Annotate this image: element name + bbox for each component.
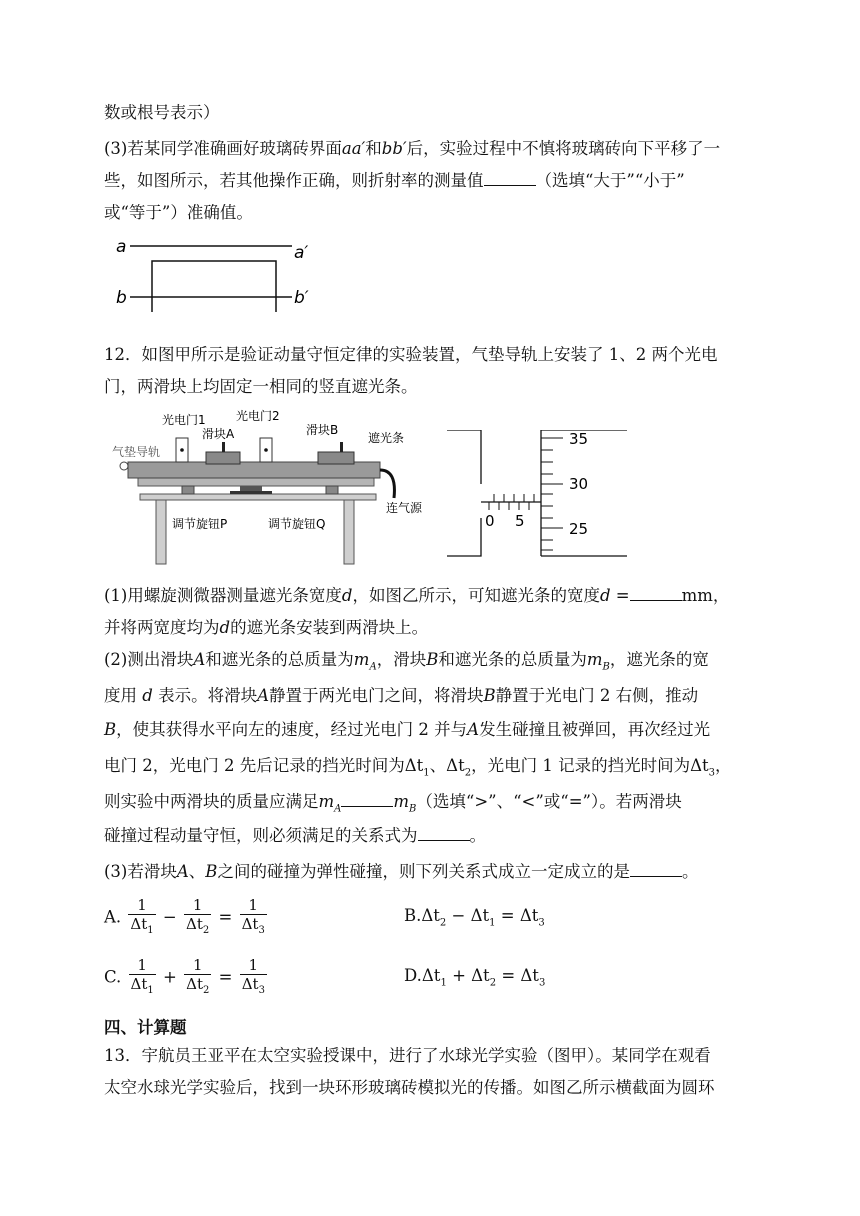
q12-part2-line1: (2)测出滑块A和遮光条的总质量为$m_A$，滑块B和遮光条的总质量为$m_B$，遮光条的宽 [104,650,709,673]
option-d[interactable]: $D.\Delta t_1 + \Delta t_2 = \Delta t_3$ [404,966,546,989]
label-knobQ: 调节旋钮Q [268,517,326,531]
q13-line1: 13．宇航员王亚平在太空实验授课中，进行了水球光学实验（图甲）。某同学在观看 [104,1046,711,1065]
q12-part2-line3: B，使其获得水平向左的速度，经过光电门 2 并与A发生碰撞且被弹回，再次经过光 [104,720,711,739]
sleeve-label-5: 5 [515,512,525,530]
q11-continuation: 数或根号表示） [104,103,220,122]
thimble-label-30: 30 [569,475,589,493]
label-air-source: 连气源 [386,501,423,515]
label-strip: 遮光条 [368,431,405,445]
label-knobP: 调节旋钮P [172,517,228,531]
label-b: b [116,288,127,308]
q12-part2-line4: 电门 2，光电门 2 先后记录的挡光时间为$\Delta t_1$、$\Delta t_2$，光电门 1 记录的挡光时间为$\Delta t_3$， [104,756,732,779]
q12-intro-line1: 12．如图甲所示是验证动量守恒定律的实验装置，气垫导轨上安装了 1、2 两个光电 [104,345,718,364]
answer-blank[interactable] [630,586,682,601]
thimble-label-25: 25 [569,520,589,538]
option-c[interactable]: C. $\frac{1}{\Delta t_1}$ + $\frac{1}{\Delta t_2}$ = $\frac{1}{\Delta t_3}$ [104,956,269,1000]
micrometer-figure [445,430,630,560]
option-b[interactable]: $B.\Delta t_2 - \Delta t_1 = \Delta t_3$ [404,906,545,929]
q12-part1-line2: 并将两宽度均为d的遮光条安装到两滑块上。 [104,618,429,637]
section-heading: 四、计算题 [104,1018,187,1037]
q12-part1-line1: (1)用螺旋测微器测量遮光条宽度d，如图乙所示，可知遮光条的宽度d = mm， [104,586,730,605]
label-sliderA: 滑块A [202,427,235,441]
sleeve-label-0: 0 [485,512,495,530]
answer-blank[interactable] [418,826,470,841]
q12-part2-line2: 度用 d 表示。将滑块A静置于两光电门之间，将滑块B静置于光电门 2 右侧，推动 [104,686,699,705]
q11-part3-line3: 或“等于”）准确值。 [104,203,253,222]
q12-part2-line5: 则实验中两滑块的质量应满足$m_A$ $m_B$（选填“>”、“<”或“=”）。若两滑块 [104,792,682,815]
answer-blank[interactable] [484,171,536,186]
glass-brick-figure [104,232,334,312]
thimble-label-35: 35 [569,430,589,448]
q11-part3-line2: 些，如图所示，若其他操作正确，则折射率的测量值 （选填“大于”“小于” [104,171,685,190]
label-gate2: 光电门2 [236,409,280,423]
q11-part3-line1: (3)若某同学准确画好玻璃砖界面aa′和bb′后，实验过程中不慎将玻璃砖向下平移了一 [104,139,721,158]
q12-intro-line2: 门，两滑块上均固定一相同的竖直遮光条。 [104,377,418,396]
label-b-prime: b′ [294,288,309,308]
q13-line2: 太空水球光学实验后，找到一块环形玻璃砖模拟光的传播。如图乙所示横截面为圆环 [104,1078,715,1097]
label-sliderB: 滑块B [306,423,339,437]
answer-blank[interactable] [630,862,682,877]
air-track-apparatus-figure [112,408,442,568]
label-a-prime: a′ [294,243,309,263]
label-a: a [116,237,127,257]
q12-part3-line1: (3)若滑块A、B之间的碰撞为弹性碰撞，则下列关系式成立一定成立的是 。 [104,862,699,881]
label-gate1: 光电门1 [162,413,206,427]
q12-part2-line6: 碰撞过程动量守恒，则必须满足的关系式为 。 [104,826,486,845]
label-rail: 气垫导轨 [112,445,161,459]
answer-blank[interactable] [341,792,393,807]
option-a[interactable]: A. $\frac{1}{\Delta t_1}$ − $\frac{1}{\Delta t_2}$ = $\frac{1}{\Delta t_3}$ [104,896,269,940]
